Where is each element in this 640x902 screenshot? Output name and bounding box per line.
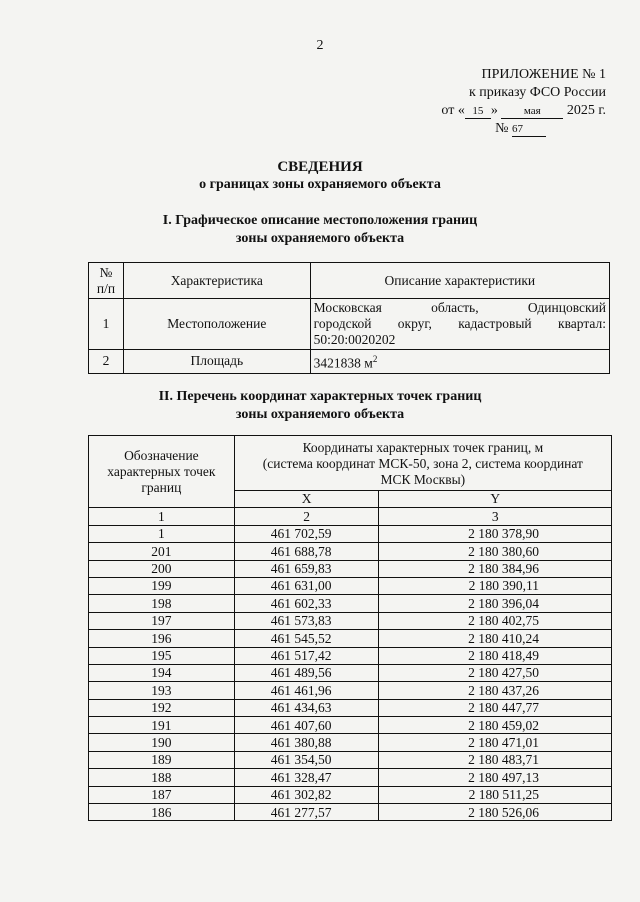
point-id: 192 xyxy=(89,699,235,716)
header-num-line1: № xyxy=(99,264,113,280)
header-point-line3: границ xyxy=(141,479,182,495)
coord-y: 2 180 402,75 xyxy=(379,612,612,629)
row1-num: 1 xyxy=(89,299,124,350)
appendix-date xyxy=(406,102,606,120)
col-num-2: 2 xyxy=(234,508,379,525)
row1-desc-line3: 50:20:0020202 xyxy=(313,332,396,347)
table-row xyxy=(89,560,612,577)
table-row xyxy=(89,543,612,560)
date-mid: » xyxy=(490,103,498,118)
header-x: X xyxy=(234,491,379,508)
table-row xyxy=(89,786,612,803)
point-id: 188 xyxy=(89,769,235,786)
page-number: 2 xyxy=(316,38,324,53)
header-y: Y xyxy=(379,491,612,508)
point-id: 201 xyxy=(89,543,235,560)
coord-x: 461 328,47 xyxy=(234,769,379,786)
coord-y: 2 180 410,24 xyxy=(379,630,612,647)
point-id: 199 xyxy=(89,577,235,594)
point-id: 190 xyxy=(89,734,235,751)
header-description: Описание характеристики xyxy=(310,263,609,299)
appendix-block xyxy=(406,66,606,138)
coord-y: 2 180 471,01 xyxy=(379,734,612,751)
coord-x: 461 602,33 xyxy=(234,595,379,612)
table-row xyxy=(89,734,612,751)
coord-x: 461 631,00 xyxy=(234,577,379,594)
header-num xyxy=(89,263,124,299)
header-point xyxy=(89,436,235,508)
coord-x: 461 659,83 xyxy=(234,560,379,577)
table-row xyxy=(89,769,612,786)
table-row xyxy=(89,595,612,612)
coord-y: 2 180 390,11 xyxy=(379,577,612,594)
coord-x: 461 489,56 xyxy=(234,664,379,681)
coord-y: 2 180 437,26 xyxy=(379,682,612,699)
table-row xyxy=(89,682,612,699)
header-coords xyxy=(234,436,611,491)
coord-x: 461 277,57 xyxy=(234,804,379,821)
coord-x: 461 302,82 xyxy=(234,786,379,803)
row2-num: 2 xyxy=(89,350,124,374)
coord-x: 461 407,60 xyxy=(234,717,379,734)
header-coords-line2: (система координат МСК-50, зона 2, система координат xyxy=(262,456,583,471)
point-id: 191 xyxy=(89,717,235,734)
row1-desc-line1: Московская область, Одинцовский xyxy=(313,300,606,315)
header-num-line2: п/п xyxy=(96,280,116,296)
coordinates-table xyxy=(88,435,612,821)
point-id: 189 xyxy=(89,751,235,768)
table-row xyxy=(89,699,612,716)
row1-name: Местоположение xyxy=(123,299,310,350)
point-id: 198 xyxy=(89,595,235,612)
date-prefix: от « xyxy=(441,103,465,118)
header-characteristic: Характеристика xyxy=(123,263,310,299)
document-title xyxy=(0,158,640,194)
table-row xyxy=(89,804,612,821)
appendix-title: ПРИЛОЖЕНИЕ № 1 xyxy=(481,67,606,82)
point-id: 193 xyxy=(89,682,235,699)
coord-y: 2 180 384,96 xyxy=(379,560,612,577)
coord-x: 461 434,63 xyxy=(234,699,379,716)
point-id: 186 xyxy=(89,804,235,821)
section1-heading-line2: зоны охраняемого объекта xyxy=(235,231,405,246)
table-row xyxy=(89,630,612,647)
number-prefix: № xyxy=(495,121,509,136)
order-number: 67 xyxy=(512,123,546,137)
coord-x: 461 573,83 xyxy=(234,612,379,629)
table-row xyxy=(89,717,612,734)
coord-y: 2 180 511,25 xyxy=(379,786,612,803)
table-row xyxy=(89,647,612,664)
section2-heading-line2: зоны охраняемого объекта xyxy=(235,407,405,422)
header-coords-line3: МСК Москвы) xyxy=(380,472,466,487)
coord-y: 2 180 378,90 xyxy=(379,525,612,542)
coord-x: 461 354,50 xyxy=(234,751,379,768)
coord-y: 2 180 526,06 xyxy=(379,804,612,821)
coord-y: 2 180 459,02 xyxy=(379,717,612,734)
coord-y: 2 180 396,04 xyxy=(379,595,612,612)
points-body xyxy=(89,525,612,821)
header-point-line1: Обозначение xyxy=(124,447,199,463)
coord-y: 2 180 447,77 xyxy=(379,699,612,716)
area-unit-sup: 2 xyxy=(372,354,378,364)
point-id: 194 xyxy=(89,664,235,681)
row1-desc-line2: городской округ, кадастровый квартал: xyxy=(313,316,606,331)
appendix-number xyxy=(406,120,606,138)
title-sub: о границах зоны охраняемого объекта xyxy=(199,177,441,192)
section1-heading xyxy=(0,212,640,248)
point-id: 195 xyxy=(89,647,235,664)
table-row xyxy=(89,612,612,629)
coord-y: 2 180 427,50 xyxy=(379,664,612,681)
point-id: 197 xyxy=(89,612,235,629)
coord-y: 2 180 380,60 xyxy=(379,543,612,560)
point-id: 1 xyxy=(89,525,235,542)
col-num-3: 3 xyxy=(379,508,612,525)
appendix-order: к приказу ФСО России xyxy=(468,85,606,100)
date-year: 2025 г. xyxy=(566,103,606,118)
date-day: 15 xyxy=(465,105,491,119)
coord-x: 461 517,42 xyxy=(234,647,379,664)
header-coords-line1: Координаты характерных точек границ, м xyxy=(302,440,544,455)
point-id: 200 xyxy=(89,560,235,577)
table-row xyxy=(89,525,612,542)
table-row xyxy=(89,577,612,594)
table-row xyxy=(89,664,612,681)
section2-heading xyxy=(0,388,640,424)
date-month: мая xyxy=(501,105,563,119)
coord-x: 461 461,96 xyxy=(234,682,379,699)
row2-name: Площадь xyxy=(123,350,310,374)
table-row xyxy=(89,751,612,768)
area-value: 3421838 м xyxy=(313,355,373,371)
coord-y: 2 180 418,49 xyxy=(379,647,612,664)
characteristics-table xyxy=(88,262,610,374)
coord-x: 461 380,88 xyxy=(234,734,379,751)
coord-y: 2 180 483,71 xyxy=(379,751,612,768)
section1-heading-line1: I. Графическое описание местоположения границ xyxy=(162,213,478,228)
row1-description xyxy=(310,299,609,350)
point-id: 196 xyxy=(89,630,235,647)
section2-heading-line1: II. Перечень координат характерных точек границ xyxy=(158,389,482,404)
row2-value xyxy=(310,350,609,374)
coord-x: 461 545,52 xyxy=(234,630,379,647)
title-main: СВЕДЕНИЯ xyxy=(277,159,363,175)
coord-x: 461 688,78 xyxy=(234,543,379,560)
coord-y: 2 180 497,13 xyxy=(379,769,612,786)
coord-x: 461 702,59 xyxy=(234,525,379,542)
header-point-line2: характерных точек xyxy=(107,463,216,479)
point-id: 187 xyxy=(89,786,235,803)
col-num-1: 1 xyxy=(89,508,235,525)
